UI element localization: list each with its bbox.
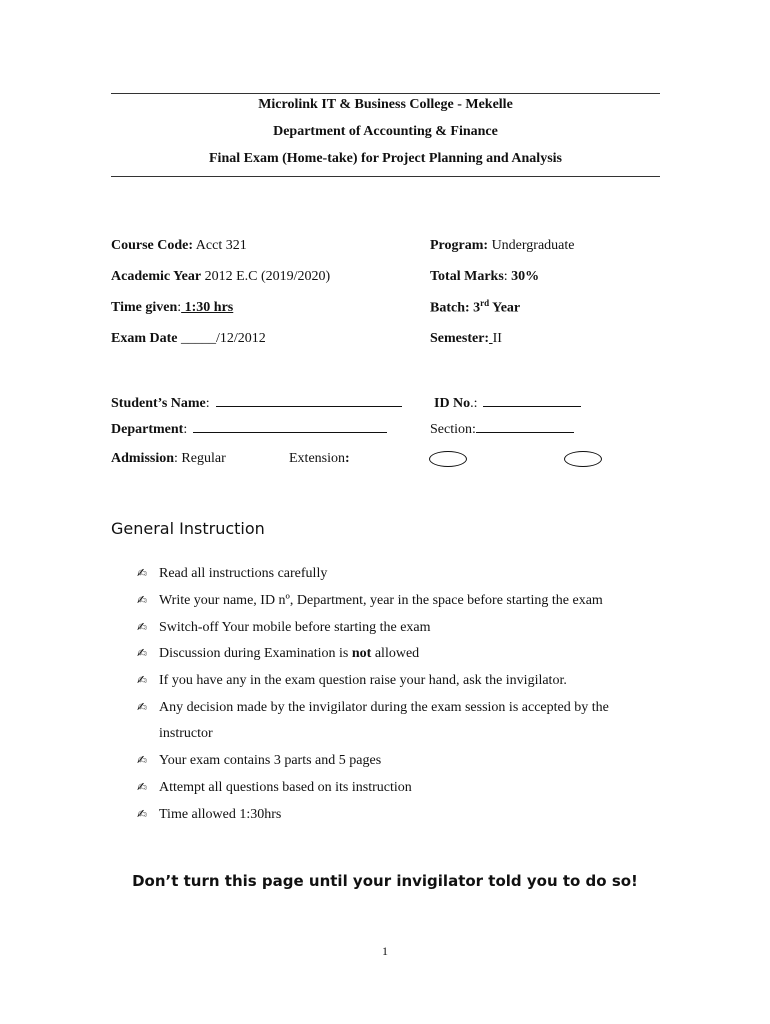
exam-title: Final Exam (Home-take) for Project Planning and Analysis — [209, 151, 562, 166]
page-number: 1 — [382, 944, 388, 958]
academic-year-label: Academic Year — [111, 269, 202, 284]
program-value: Undergraduate — [488, 238, 575, 253]
student-name-field — [111, 395, 402, 412]
instruction-text-tail: allowed — [371, 646, 420, 661]
writing-hand-icon: ✍ — [137, 593, 148, 607]
batch — [430, 298, 520, 317]
program — [430, 238, 575, 254]
admission-field — [111, 451, 226, 467]
department-blank[interactable] — [193, 421, 387, 433]
time-given — [111, 300, 233, 316]
id-number-blank[interactable] — [483, 395, 581, 407]
instructions-title: General Instruction — [111, 519, 265, 538]
id-number-label: ID No — [434, 396, 471, 411]
course-code-value: Acct 321 — [193, 238, 247, 253]
admission-label: Admission — [111, 451, 175, 466]
time-given-sep: : — [177, 300, 182, 315]
instruction-item — [137, 700, 609, 716]
section-field — [430, 421, 574, 438]
program-label: Program: — [430, 238, 489, 253]
instruction-item — [137, 620, 431, 636]
id-number-field — [434, 395, 581, 412]
section-label: Section: — [430, 422, 476, 437]
semester — [430, 331, 502, 347]
instruction-text: Your exam contains 3 parts and 5 pages — [159, 753, 382, 768]
writing-hand-icon: ✍ — [137, 780, 148, 794]
department-sep: : — [183, 422, 188, 437]
extension-field — [289, 451, 350, 467]
admission-value: : Regular — [174, 451, 226, 466]
header-top-rule — [111, 93, 660, 94]
exam-date-value: _____/12/2012 — [177, 331, 266, 346]
instruction-item — [137, 646, 419, 662]
department-name: Department of Accounting & Finance — [273, 124, 498, 139]
instruction-text: Time allowed 1:30hrs — [159, 807, 282, 822]
instruction-text-bold: not — [351, 646, 372, 661]
instruction-continuation — [159, 726, 213, 742]
header-bottom-rule — [111, 176, 660, 177]
instruction-text: Switch-off Your mobile before starting the exam — [159, 620, 431, 635]
course-code-label: Course Code: — [111, 238, 194, 253]
batch-superscript: rd — [480, 298, 490, 308]
college-name: Microlink IT & Business College - Mekelle — [258, 97, 513, 112]
extension-label: Extension — [289, 451, 345, 466]
exam-date — [111, 331, 266, 347]
instruction-text — [159, 646, 419, 662]
section-blank[interactable] — [476, 421, 574, 433]
course-code — [111, 238, 247, 254]
instruction-item — [137, 673, 567, 689]
writing-hand-icon: ✍ — [137, 700, 148, 714]
student-name-blank[interactable] — [216, 395, 402, 407]
instruction-text: Attempt all questions based on its instruction — [159, 780, 412, 795]
writing-hand-icon: ✍ — [137, 620, 148, 634]
student-name-sep: : — [205, 396, 210, 411]
total-marks — [430, 269, 539, 285]
instruction-text: Read all instructions carefully — [159, 566, 328, 581]
regular-checkbox-oval[interactable] — [429, 451, 467, 467]
id-number-sep: .: — [470, 396, 478, 411]
writing-hand-icon: ✍ — [137, 673, 148, 687]
instruction-item — [137, 807, 281, 823]
instruction-text: instructor — [159, 726, 213, 741]
semester-value: II — [492, 331, 502, 346]
instruction-item — [137, 566, 327, 582]
semester-label: Semester: — [430, 331, 490, 346]
time-given-value: 1:30 hrs — [181, 300, 234, 315]
extension-checkbox-oval[interactable] — [564, 451, 602, 467]
writing-hand-icon: ✍ — [137, 753, 148, 767]
student-name-label: Student’s Name — [111, 396, 206, 411]
instruction-text: Any decision made by the invigilator during the exam session is accepted by the — [159, 700, 609, 715]
total-marks-label: Total Marks — [430, 269, 504, 284]
instruction-item — [137, 593, 603, 609]
batch-suffix: Year — [489, 300, 521, 316]
time-given-label: Time given — [111, 300, 178, 315]
department-label: Department — [111, 422, 184, 437]
total-marks-value: 30% — [511, 269, 540, 284]
warning-message: Don’t turn this page until your invigilator told you to do so! — [132, 872, 638, 890]
instruction-item — [137, 780, 412, 796]
writing-hand-icon: ✍ — [137, 566, 148, 580]
instruction-text-head: Discussion during Examination is — [159, 646, 349, 661]
academic-year — [111, 269, 330, 285]
extension-sep: : — [345, 451, 350, 466]
department-field — [111, 421, 387, 438]
instruction-text: Write your name, ID nº, Department, year in the space before starting the exam — [159, 593, 603, 608]
exam-date-label: Exam Date — [111, 331, 178, 346]
instruction-text: If you have any in the exam question raise your hand, ask the invigilator. — [159, 673, 567, 688]
writing-hand-icon: ✍ — [137, 807, 148, 821]
batch-label: Batch: 3 — [430, 300, 481, 316]
academic-year-value: 2012 E.C (2019/2020) — [201, 269, 331, 284]
total-marks-sep: : — [503, 269, 512, 284]
writing-hand-icon: ✍ — [137, 646, 148, 660]
instruction-item — [137, 753, 381, 769]
